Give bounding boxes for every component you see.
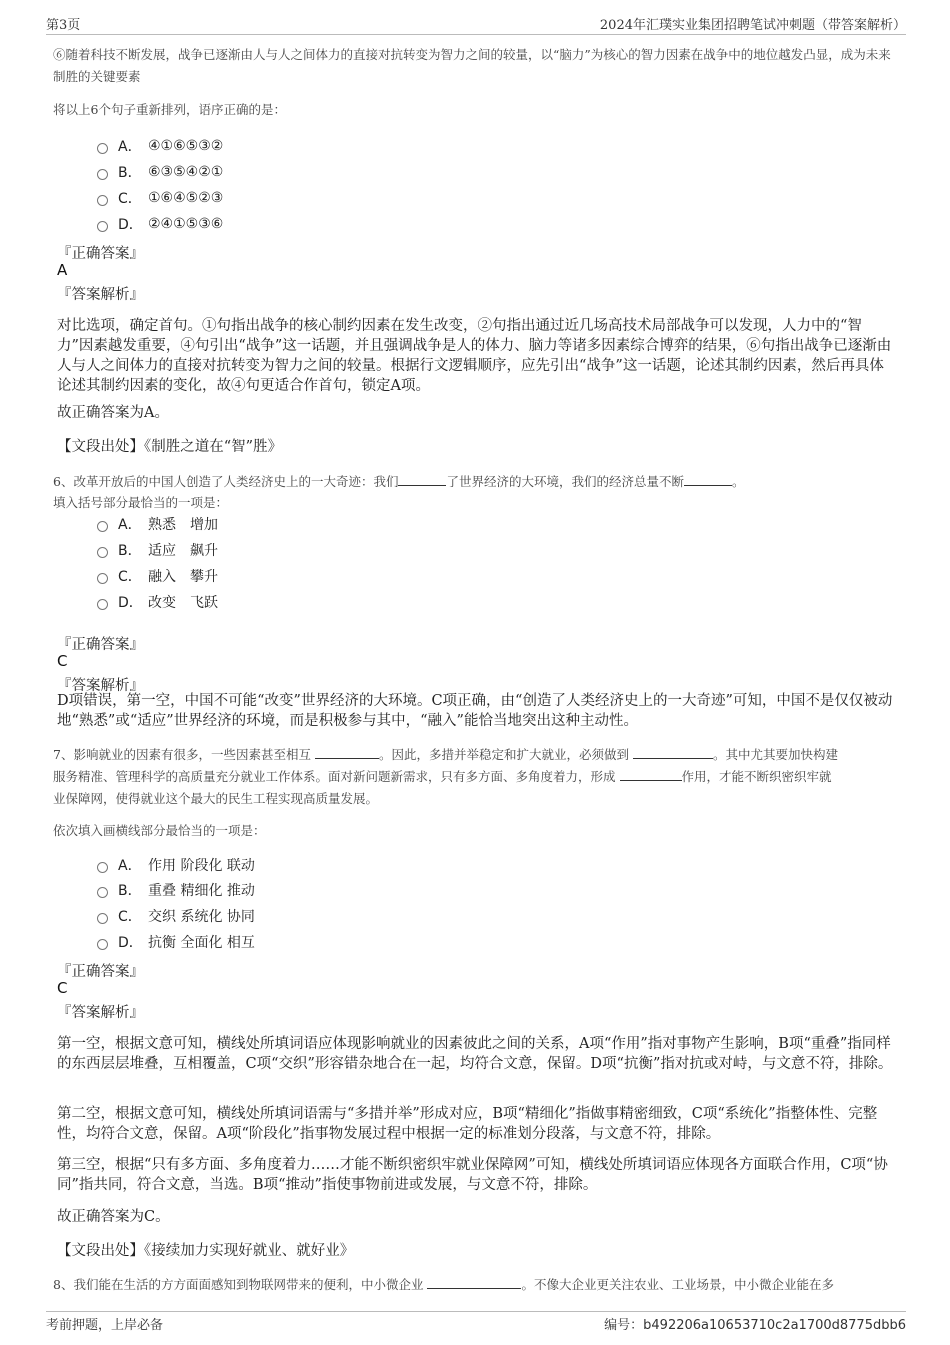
q7-option-d[interactable]: D． 抗衡 全面化 相互 — [97, 932, 255, 952]
q7-stem-line-3: 业保障网，使得就业这个最大的民生工程实现高质量发展。 — [53, 791, 379, 806]
q7-answer-label: 『正确答案』 — [57, 964, 144, 980]
q5-analysis-label: 『答案解析』 — [57, 287, 144, 303]
blank-line — [684, 471, 732, 486]
q7-prompt: 依次填入画横线部分最恰当的一项是： — [53, 823, 266, 838]
q6-option-c[interactable]: C． 融入 攀升 — [97, 566, 218, 586]
q5-option-b[interactable]: B． ⑥③⑤④②① — [97, 162, 223, 182]
q7-analysis-label: 『答案解析』 — [57, 1005, 144, 1021]
header-divider — [46, 34, 906, 35]
radio-button-icon[interactable] — [97, 573, 108, 584]
q7-analysis-para-3: 第三空，根据“只有多方面、多角度着力……才能不断织密织牢就业保障网”可知，横线处所填词语应体现各方面联合作用，C项“协同”指共同，符合文意，当选。B项“推动”指使事物前进或发展，与文意不符，排除。 — [57, 1157, 888, 1193]
document-code: 编号：b492206a10653710c2a1700d8775dbb6 — [604, 1318, 906, 1333]
radio-button-icon[interactable] — [97, 195, 108, 206]
radio-button-icon[interactable] — [97, 143, 108, 154]
q5-option-d[interactable]: D． ②④①⑤③⑥ — [97, 214, 223, 234]
q8-stem: 8、我们能在生活的方方面面感知到物联网带来的便利，中小微企业 。不像大企业更关注农业、工业场景，中小微企业能在多 — [53, 1274, 913, 1296]
q7-source: 【文段出处】《接续加力实现好就业、就好业》 — [57, 1243, 355, 1259]
blank-line — [398, 471, 446, 486]
q7-stem-line-1: 7、影响就业的因素有很多，一些因素甚至相互 。因此，多措并举稳定和扩大就业，必须做到 。其中尤其要加快构建 — [53, 744, 913, 766]
q5-prompt: 将以上6个句子重新排列，语序正确的是： — [53, 102, 286, 117]
q7-conclusion: 故正确答案为C。 — [57, 1209, 170, 1225]
radio-button-icon[interactable] — [97, 221, 108, 232]
q6-answer-label: 『正确答案』 — [57, 637, 144, 653]
radio-button-icon[interactable] — [97, 169, 108, 180]
blank-line — [620, 766, 682, 781]
blank-line — [427, 1274, 521, 1289]
q6-prompt: 填入括号部分最恰当的一项是： — [53, 495, 229, 510]
document-title: 2024年汇璞实业集团招聘笔试冲刺题（带答案解析） — [599, 18, 906, 33]
q7-analysis-para-1: 第一空，根据文意可知，横线处所填词语应体现影响就业的因素彼此之间的关系，A项“作用”指对事物产生影响，B项“重叠”指同样的东西层层堆叠，互相覆盖，C项“交织”形容错杂地合在一起，均符合文意，保留。D项“抗衡”指对抗或对峙，与文意不符，排除。 — [57, 1036, 893, 1072]
q7-option-a[interactable]: A． 作用 阶段化 联动 — [97, 855, 255, 875]
q5-source: 【文段出处】《制胜之道在“智”胜》 — [57, 439, 283, 455]
q7-option-b[interactable]: B． 重叠 精细化 推动 — [97, 880, 255, 900]
q5-answer: A — [57, 261, 68, 279]
q5-option-c[interactable]: C． ①⑥④⑤②③ — [97, 188, 223, 208]
radio-button-icon[interactable] — [97, 939, 108, 950]
q5-answer-label: 『正确答案』 — [57, 246, 144, 262]
q6-option-d[interactable]: D． 改变 飞跃 — [97, 592, 218, 612]
q7-stem-line-2: 服务精准、管理科学的高质量充分就业工作体系。面对新问题新需求，只有多方面、多角度着力，形成 作用，才能不断织密织牢就 — [53, 766, 913, 788]
radio-button-icon[interactable] — [97, 521, 108, 532]
q7-analysis-para-2: 第二空，根据文意可知，横线处所填词语需与“多措并举”形成对应，B项“精细化”指做事精密细致，C项“系统化”指整体性、完整性，均符合文意，保留。A项“阶段化”指事物发展过程中根据一定的标准划分段落，与文意不符，排除。 — [57, 1106, 878, 1142]
radio-button-icon[interactable] — [97, 599, 108, 610]
q5-option-a[interactable]: A． ④①⑥⑤③② — [97, 136, 223, 156]
q6-answer: C — [57, 652, 68, 670]
q6-option-b[interactable]: B． 适应 飙升 — [97, 540, 218, 560]
footer-divider — [46, 1311, 906, 1312]
q7-answer: C — [57, 979, 68, 997]
q6-analysis: D项错误，第一空，中国不可能“改变”世界经济的大环境。C项正确，由“创造了人类经济史上的一大奇迹”可知，中国不是仅仅被动地“熟悉”或“适应”世界经济的环境，而是积极参与其中，“融入”能恰当地突出这种主动性。 — [57, 693, 893, 729]
blank-line — [315, 744, 379, 759]
q7-option-c[interactable]: C． 交织 系统化 协同 — [97, 906, 255, 926]
radio-button-icon[interactable] — [97, 862, 108, 873]
radio-button-icon[interactable] — [97, 547, 108, 558]
q6-stem: 6、改革开放后的中国人创造了人类经济史上的一大奇迹：我们 了世界经济的大环境，我们的经济总量不断 。 — [53, 471, 913, 493]
q5-conclusion: 故正确答案为A。 — [57, 405, 169, 421]
q5-sentence-6: ⑥随着科技不断发展，战争已逐渐由人与人之间体力的直接对抗转变为智力之间的较量，以“脑力”为核心的智力因素在战争中的地位越发凸显，成为未来制胜的关键要素 — [53, 47, 891, 84]
q5-analysis: 对比选项，确定首句。①句指出战争的核心制约因素在发生改变，②句指出通过近几场高技术局部战争可以发现，人力中的“智力”因素越发重要，④句引出“战争”这一话题，并且强调战争是人的体力、脑力等诸多因素综合博弈的结果，⑥句指出战争已逐渐由人与人之间体力的直接对抗转变为智力之间的较量。根据行文逻辑顺序，应先引出“战争”这一话题，论述其制约因素，然后再具体论述其制约因素的变化，故④句更适合作首句，锁定A项。 — [57, 318, 892, 394]
radio-button-icon[interactable] — [97, 913, 108, 924]
q6-analysis-label: 『答案解析』 — [57, 678, 144, 694]
q6-option-a[interactable]: A． 熟悉 增加 — [97, 514, 218, 534]
radio-button-icon[interactable] — [97, 887, 108, 898]
page-number: 第3页 — [46, 18, 81, 33]
footer-slogan: 考前押题，上岸必备 — [46, 1318, 164, 1333]
blank-line — [633, 744, 713, 759]
